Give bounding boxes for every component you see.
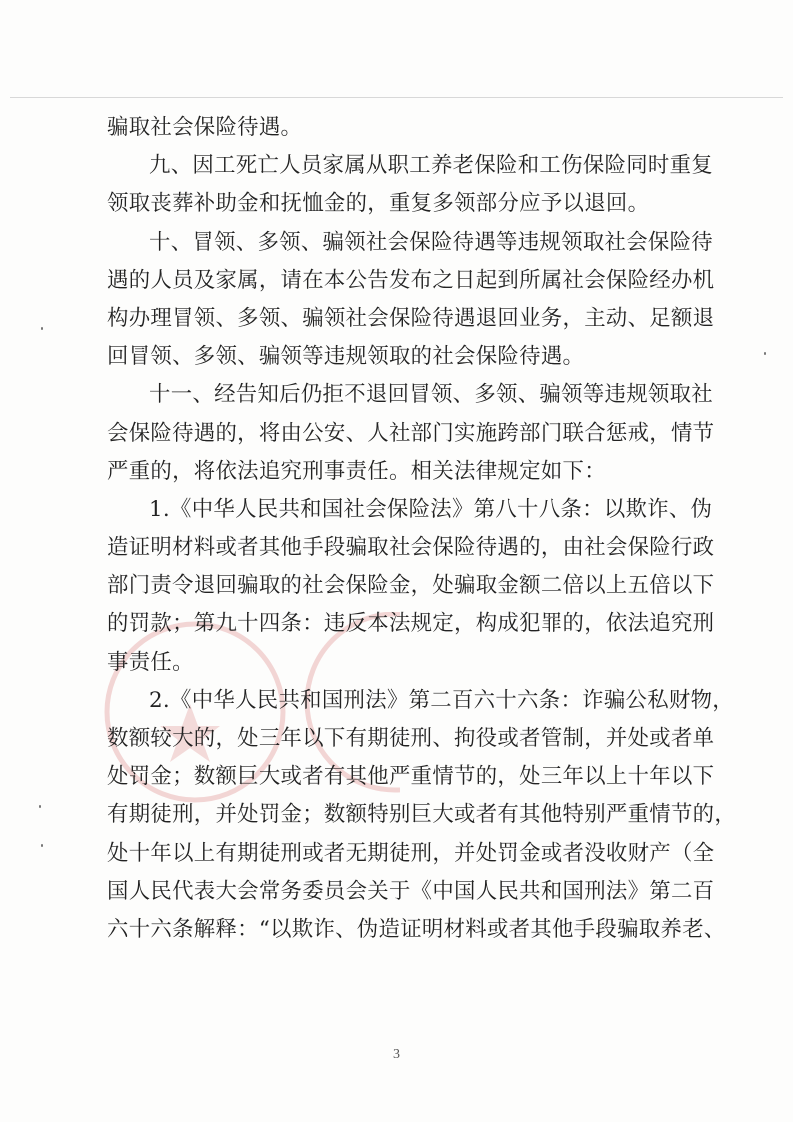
- text-line: 回冒领、多领、骗领等违规领取的社会保险待遇。: [107, 344, 585, 370]
- text-line: 造证明材料或者其他手段骗取社会保险待遇的，由社会保险行政: [107, 535, 715, 561]
- paragraph-item-eleven: [107, 376, 713, 414]
- paragraph-law-two: [107, 682, 734, 720]
- paragraph-law-two-cont: [107, 720, 737, 949]
- text-line: 构办理冒领、多领、骗领社会保险待遇退回业务，主动、足额退: [107, 305, 715, 331]
- paragraph-continuation: [107, 109, 707, 147]
- text-line: 会保险待遇的，将由公安、人社部门实施跨部门联合惩戒，情节: [107, 420, 715, 446]
- paragraph-law-one-cont: [107, 529, 715, 682]
- scan-speck: [764, 352, 766, 355]
- text-line: 九、因工死亡人员家属从职工养老保险和工伤保险同时重复: [149, 153, 713, 179]
- text-line: 领取丧葬补助金和抚恤金的，重复多领部分应予以退回。: [107, 191, 650, 217]
- scan-speck: [39, 805, 41, 808]
- paragraph-item-ten-cont: [107, 262, 715, 377]
- page-number: 3: [393, 1047, 400, 1062]
- text-line: 严重的，将依法追究刑事责任。相关法律规定如下：: [107, 458, 606, 484]
- text-line: 处十年以上有期徒刑或者无期徒刑，并处罚金或者没收财产（全: [107, 840, 715, 866]
- text-line: 部门责令退回骗取的社会保险金，处骗取金额二倍以上五倍以下: [107, 573, 715, 599]
- paragraph-item-eleven-cont: [107, 415, 715, 491]
- text-line: 遇的人员及家属，请在本公告发布之日起到所属社会保险经办机: [107, 267, 715, 293]
- scan-edge-line: [10, 97, 783, 98]
- text-line: 1.《中华人民共和国社会保险法》第八十八条：以欺诈、伪: [149, 496, 713, 522]
- text-line: 骗取社会保险待遇。: [107, 115, 303, 140]
- scan-speck: [41, 327, 43, 330]
- text-line: 2.《中华人民共和国刑法》第二百六十六条：诈骗公私财物，: [149, 687, 734, 713]
- text-line: 事责任。: [107, 649, 194, 675]
- text-line: 数额较大的，处三年以下有期徒刑、拘役或者管制，并处或者单: [107, 726, 715, 751]
- text-line: 六十六条解释：“以欺诈、伪造证明材料或者其他手段骗取养老、: [107, 916, 726, 942]
- paragraph-item-nine: [107, 147, 713, 185]
- paragraph-item-ten: [107, 224, 713, 262]
- text-line: 处罚金；数额巨大或者有其他严重情节的，处三年以上十年以下: [107, 764, 715, 790]
- paragraph-item-nine-cont: [107, 185, 707, 223]
- paragraph-law-one: [107, 491, 713, 529]
- document-body: [107, 109, 737, 949]
- text-line: 的罚款；第九十四条：违反本法规定，构成犯罪的，依法追究刑: [107, 611, 715, 637]
- text-line: 十、冒领、多领、骗领社会保险待遇等违规领取社会保险待: [149, 229, 713, 255]
- scan-speck: [41, 844, 43, 847]
- text-line: 十一、经告知后仍拒不退回冒领、多领、骗领等违规领取社: [149, 382, 713, 408]
- text-line: 国人民代表大会常务委员会关于《中国人民共和国刑法》第二百: [107, 878, 715, 904]
- text-line: 有期徒刑，并处罚金；数额特别巨大或者有其他特别严重情节的，: [107, 802, 737, 828]
